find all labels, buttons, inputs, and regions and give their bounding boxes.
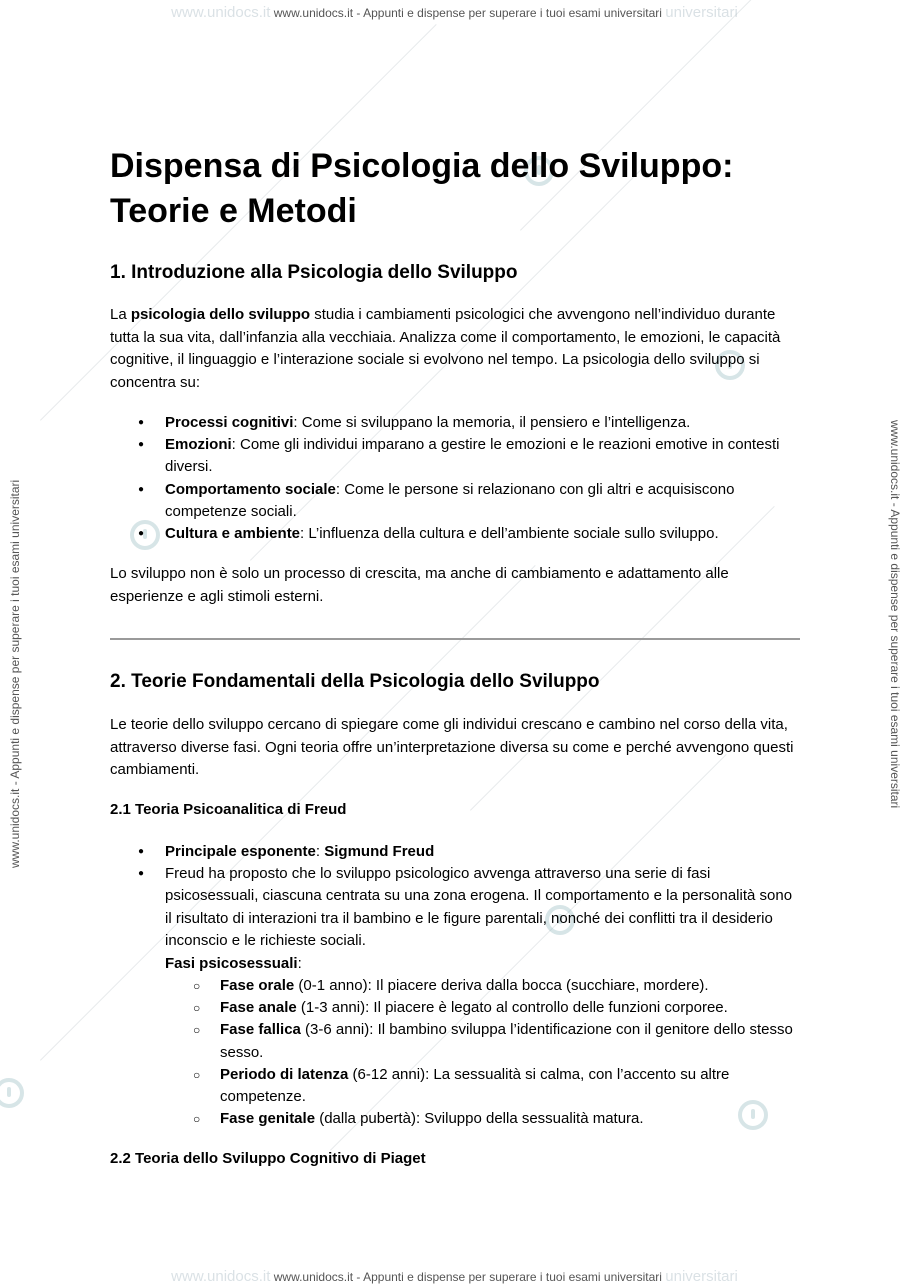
- list-item: ● Processi cognitivi: Come si sviluppano la memoria, il pensiero e l’intelligenza.: [110, 412, 800, 434]
- list-item: ● Freud ha proposto che lo sviluppo psicologico avvenga attraverso una serie di fasi psicosessuali, ciascuna centrata su una zona erogena. Il comportamento e la personalità sono il risultato di interazioni tra il bambino e le figure parentali, nonché dei conflitti tra il desiderio inconscio e le richieste sociali.: [110, 863, 800, 952]
- banner-text: www.unidocs.it - Appunti e dispense per superare i tuoi esami universitari: [273, 6, 662, 20]
- left-side-banner: www.unidocs.it - Appunti e dispense per superare i tuoi esami universitari: [8, 479, 22, 868]
- banner-faded-suffix: universitari: [665, 1268, 738, 1285]
- title-line-1: Dispensa di Psicologia dello Sviluppo:: [110, 147, 734, 185]
- section-1-closing: Lo sviluppo non è solo un processo di crescita, ma anche di cambiamento e adattamento alle esperienze e agli stimoli esterni.: [110, 565, 729, 605]
- section-1-intro: La psicologia dello sviluppo studia i cambiamenti psicologici che avvengono nell’individuo durante tutta la sua vita, dall’infanzia alla vecchiaia. Analizza come il comportamento, le emozioni, le capacità cognitive, il linguaggio e l’interazione sociale si evolvono nel tempo. La psicologia dello sviluppo si concentra su:: [110, 306, 781, 391]
- list-item: ● Principale esponente: Sigmund Freud: [110, 841, 800, 863]
- list-item: ○ Fase orale (0-1 anno): Il piacere deriva dalla bocca (succhiare, mordere).: [110, 975, 800, 997]
- list-item: ● Emozioni: Come gli individui imparano a gestire le emozioni e le reazioni emotive in contesti diversi.: [110, 434, 800, 478]
- section-2-intro: Le teorie dello sviluppo cercano di spiegare come gli individui crescano e cambino nel corso della vita, attraverso diverse fasi. Ogni teoria offre un’interpretazione diversa su come e perché avvengono questi cambiamenti.: [110, 716, 794, 778]
- list-item: ○ Fase genitale (dalla pubertà): Sviluppo della sessualità matura.: [110, 1108, 800, 1130]
- banner-faded-prefix: www.unidocs.it: [171, 1268, 271, 1285]
- banner-faded-suffix: universitari: [665, 4, 738, 21]
- list-item: ● Cultura e ambiente: L’influenza della cultura e dell’ambiente sociale sullo sviluppo.: [110, 523, 800, 545]
- document-title: [110, 144, 800, 234]
- list-item: ○ Fase anale (1-3 anni): Il piacere è legato al controllo delle funzioni corporee.: [110, 997, 800, 1019]
- subsection-2-1-heading: 2.1 Teoria Psicoanalitica di Freud: [110, 801, 347, 818]
- document-body: [110, 144, 800, 1167]
- freud-bullet-list: [110, 841, 800, 952]
- section-2-heading: 2. Teorie Fondamentali della Psicologia dello Sviluppo: [110, 671, 600, 692]
- title-line-2: Teorie e Metodi: [110, 192, 357, 230]
- section-divider: [110, 638, 800, 640]
- watermark-logo-icon: [0, 1078, 24, 1108]
- section-1-bullet-list: [110, 412, 800, 545]
- phases-list: [110, 975, 800, 1130]
- subsection-2-2-heading: 2.2 Teoria dello Sviluppo Cognitivo di Piaget: [110, 1150, 426, 1167]
- bottom-banner: [0, 1268, 909, 1285]
- exponent-name: Sigmund Freud: [324, 843, 435, 860]
- section-1-heading: 1. Introduzione alla Psicologia dello Sviluppo: [110, 262, 518, 283]
- phases-label: Fasi psicosessuali:: [165, 955, 302, 972]
- list-item: ● Comportamento sociale: Come le persone si relazionano con gli altri e acquisiscono competenze sociali.: [110, 479, 800, 523]
- banner-faded-prefix: www.unidocs.it: [171, 4, 271, 21]
- list-item: ○ Periodo di latenza (6-12 anni): La sessualità si calma, con l’accento su altre competenze.: [110, 1064, 800, 1108]
- list-item: ○ Fase fallica (3-6 anni): Il bambino sviluppa l’identificazione con il genitore dello stesso sesso.: [110, 1019, 800, 1063]
- banner-text: www.unidocs.it - Appunti e dispense per superare i tuoi esami universitari: [273, 1270, 662, 1284]
- top-banner: [0, 4, 909, 21]
- right-side-banner: www.unidocs.it - Appunti e dispense per superare i tuoi esami universitari: [888, 420, 902, 809]
- intro-bold-term: psicologia dello sviluppo: [130, 306, 311, 323]
